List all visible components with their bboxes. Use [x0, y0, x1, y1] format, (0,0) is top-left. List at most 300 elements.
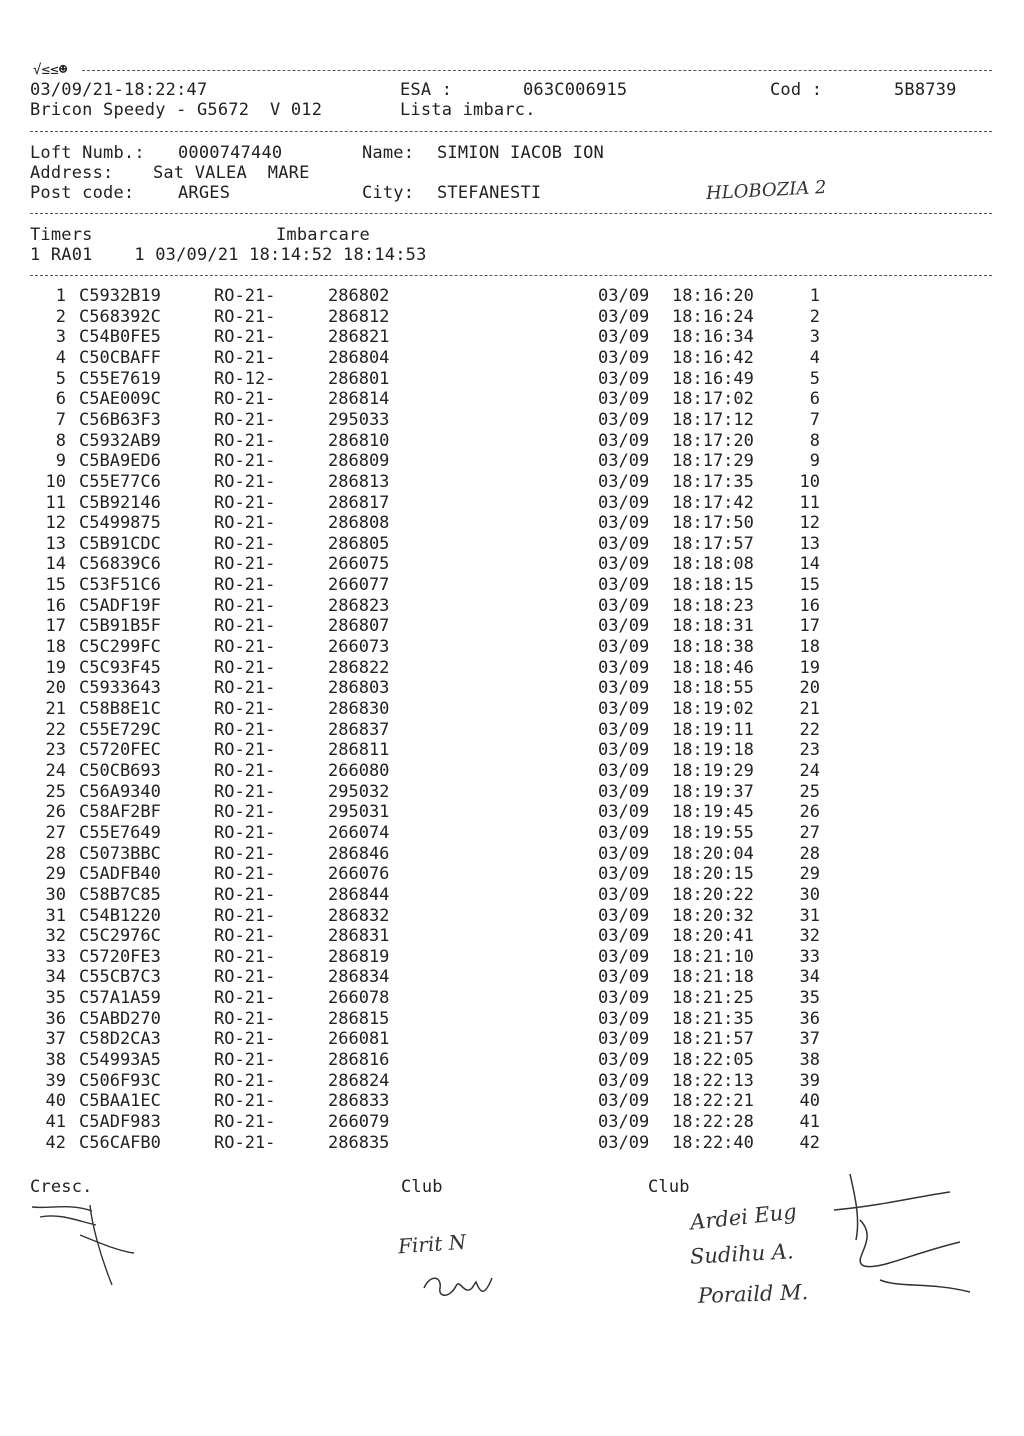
- chip-id: C55CB7C3: [79, 967, 161, 988]
- position: 24: [799, 760, 820, 781]
- row-number: 11: [45, 492, 66, 513]
- arrival-date: 03/09: [598, 430, 650, 451]
- ring-prefix: RO-21-: [214, 1112, 276, 1132]
- table-row: [0, 678, 1024, 699]
- arrival-time: 18:18:31: [672, 616, 754, 637]
- row-number: 40: [45, 1091, 66, 1112]
- position: 25: [799, 781, 820, 802]
- row-number: 12: [45, 513, 66, 534]
- ring-number: 295032: [328, 781, 390, 802]
- club-label-1: Club: [401, 1177, 443, 1197]
- position: 27: [799, 822, 820, 843]
- position: 8: [809, 430, 820, 451]
- row-number: 33: [45, 946, 66, 967]
- table-row: [0, 575, 1024, 596]
- city-label: City:: [362, 183, 415, 203]
- arrival-time: 18:20:22: [672, 884, 754, 905]
- chip-id: C56839C6: [79, 554, 161, 575]
- arrival-date: 03/09: [598, 513, 650, 534]
- position: 21: [799, 699, 820, 719]
- ring-number: 286810: [328, 430, 390, 451]
- arrival-time: 18:18:55: [672, 678, 754, 699]
- ring-prefix: RO-21-: [214, 946, 276, 967]
- position: 6: [809, 389, 820, 410]
- ring-number: 286831: [328, 926, 390, 947]
- table-row: [0, 823, 1024, 844]
- arrival-time: 18:19:29: [672, 760, 754, 781]
- ring-prefix: RO-21-: [214, 1132, 276, 1153]
- divider: [82, 70, 992, 71]
- table-row: [0, 554, 1024, 575]
- chip-id: C58B7C85: [79, 884, 161, 905]
- arrival-time: 18:17:29: [672, 451, 754, 472]
- arrival-date: 03/09: [598, 471, 650, 492]
- arrival-time: 18:18:46: [672, 657, 754, 678]
- chip-id: C5AE009C: [79, 389, 161, 410]
- chip-id: C5BAA1EC: [79, 1091, 161, 1112]
- ring-prefix: RO-21-: [214, 1091, 276, 1112]
- ring-prefix: RO-21-: [214, 430, 276, 451]
- ring-prefix: RO-21-: [214, 719, 276, 740]
- table-row: [0, 307, 1024, 328]
- ring-prefix: RO-21-: [214, 595, 276, 616]
- arrival-date: 03/09: [598, 533, 650, 554]
- arrival-time: 18:21:18: [672, 967, 754, 988]
- ring-number: 266079: [328, 1112, 390, 1132]
- arrival-date: 03/09: [598, 347, 650, 368]
- arrival-time: 18:19:02: [672, 699, 754, 719]
- row-number: 42: [45, 1132, 66, 1153]
- position: 11: [799, 492, 820, 513]
- row-number: 8: [55, 430, 66, 451]
- ring-prefix: RO-21-: [214, 1070, 276, 1091]
- ring-prefix: RO-21-: [214, 864, 276, 885]
- position: 30: [799, 884, 820, 905]
- table-row: [0, 472, 1024, 493]
- arrival-time: 18:22:13: [672, 1070, 754, 1091]
- arrival-date: 03/09: [598, 988, 650, 1009]
- ring-prefix: RO-21-: [214, 409, 276, 430]
- position: 33: [799, 946, 820, 967]
- cod-label: Cod :: [770, 80, 823, 100]
- chip-id: C506F93C: [79, 1070, 161, 1091]
- row-number: 38: [45, 1050, 66, 1071]
- table-row: [0, 802, 1024, 823]
- arrival-time: 18:17:42: [672, 492, 754, 513]
- position: 20: [799, 678, 820, 699]
- arrival-date: 03/09: [598, 1091, 650, 1112]
- arrival-date: 03/09: [598, 286, 650, 306]
- row-number: 9: [55, 451, 66, 472]
- club2-signature-text-3: Poraild M.: [697, 1280, 809, 1308]
- chip-id: C568392C: [79, 306, 161, 327]
- position: 32: [799, 926, 820, 947]
- arrival-time: 18:18:15: [672, 575, 754, 596]
- postcode-label: Post code:: [30, 183, 135, 203]
- chip-id: C5ABD270: [79, 1008, 161, 1029]
- esa-value: 063C006915: [523, 80, 628, 100]
- chip-id: C5ADFB40: [79, 864, 161, 885]
- ring-number: 266073: [328, 637, 390, 658]
- position: 2: [809, 306, 820, 327]
- chip-id: C5932AB9: [79, 430, 161, 451]
- arrival-time: 18:21:57: [672, 1029, 754, 1050]
- arrival-date: 03/09: [598, 1132, 650, 1153]
- table-row: [0, 1112, 1024, 1133]
- position: 13: [799, 533, 820, 554]
- ring-prefix: RO-21-: [214, 637, 276, 658]
- arrival-date: 03/09: [598, 1050, 650, 1071]
- chip-id: C5BA9ED6: [79, 451, 161, 472]
- row-number: 20: [45, 678, 66, 699]
- ring-prefix: RO-21-: [214, 347, 276, 368]
- arrival-time: 18:20:15: [672, 864, 754, 885]
- position: 39: [799, 1070, 820, 1091]
- arrival-time: 18:18:08: [672, 554, 754, 575]
- arrival-date: 03/09: [598, 905, 650, 926]
- row-number: 15: [45, 575, 66, 596]
- arrival-time: 18:17:02: [672, 389, 754, 410]
- position: 14: [799, 554, 820, 575]
- divider: [30, 213, 992, 214]
- row-number: 13: [45, 533, 66, 554]
- row-number: 4: [55, 347, 66, 368]
- arrival-time: 18:16:42: [672, 347, 754, 368]
- timer-row: 1 RA01 1 03/09/21 18:14:52 18:14:53: [30, 245, 427, 265]
- ring-prefix: RO-21-: [214, 513, 276, 534]
- arrival-time: 18:19:18: [672, 740, 754, 761]
- row-number: 18: [45, 637, 66, 658]
- arrival-date: 03/09: [598, 409, 650, 430]
- address-label: Address:: [30, 163, 114, 183]
- table-row: [0, 988, 1024, 1009]
- table-row: [0, 1050, 1024, 1071]
- divider: [30, 131, 992, 132]
- name-label: Name:: [362, 143, 415, 163]
- arrival-time: 18:17:50: [672, 513, 754, 534]
- arrival-date: 03/09: [598, 926, 650, 947]
- ring-number: 286809: [328, 451, 390, 472]
- arrival-date: 03/09: [598, 575, 650, 596]
- ring-number: 266076: [328, 864, 390, 885]
- arrival-time: 18:20:32: [672, 905, 754, 926]
- ring-number: 286823: [328, 595, 390, 616]
- ring-number: 286817: [328, 492, 390, 513]
- table-row: [0, 534, 1024, 555]
- position: 1: [809, 286, 820, 306]
- city-value: STEFANESTI: [437, 183, 542, 203]
- arrival-date: 03/09: [598, 389, 650, 410]
- chip-id: C57A1A59: [79, 988, 161, 1009]
- ring-number: 295031: [328, 802, 390, 823]
- ring-number: 286808: [328, 513, 390, 534]
- row-number: 10: [45, 471, 66, 492]
- club-label-2: Club: [648, 1177, 690, 1197]
- table-row: [0, 864, 1024, 885]
- arrival-date: 03/09: [598, 451, 650, 472]
- position: 40: [799, 1091, 820, 1112]
- ring-prefix: RO-21-: [214, 327, 276, 348]
- chip-id: C55E77C6: [79, 471, 161, 492]
- table-row: [0, 720, 1024, 741]
- table-row: [0, 1009, 1024, 1030]
- ring-number: 286835: [328, 1132, 390, 1153]
- table-row: [0, 637, 1024, 658]
- position: 36: [799, 1008, 820, 1029]
- arrival-time: 18:21:25: [672, 988, 754, 1009]
- chip-id: C5C93F45: [79, 657, 161, 678]
- position: 23: [799, 740, 820, 761]
- ring-number: 286837: [328, 719, 390, 740]
- position: 42: [799, 1132, 820, 1153]
- ring-prefix: RO-21-: [214, 389, 276, 410]
- arrival-time: 18:16:20: [672, 286, 754, 306]
- row-number: 31: [45, 905, 66, 926]
- arrival-time: 18:22:28: [672, 1112, 754, 1132]
- arrival-time: 18:17:12: [672, 409, 754, 430]
- chip-id: C5C299FC: [79, 637, 161, 658]
- ring-number: 286834: [328, 967, 390, 988]
- arrival-time: 18:19:37: [672, 781, 754, 802]
- ring-number: 286801: [328, 368, 390, 389]
- club2-signature-text-2: Sudihu A.: [689, 1239, 795, 1269]
- position: 34: [799, 967, 820, 988]
- arrival-time: 18:20:04: [672, 843, 754, 864]
- club2-signature: [820, 1170, 980, 1320]
- position: 35: [799, 988, 820, 1009]
- table-row: [0, 1071, 1024, 1092]
- loft-number: 0000747440: [178, 143, 283, 163]
- arrival-date: 03/09: [598, 740, 650, 761]
- divider: [30, 275, 992, 276]
- ring-number: 266075: [328, 554, 390, 575]
- chip-id: C5B92146: [79, 492, 161, 513]
- arrival-time: 18:16:24: [672, 306, 754, 327]
- arrival-time: 18:19:11: [672, 719, 754, 740]
- position: 22: [799, 719, 820, 740]
- chip-id: C53F51C6: [79, 575, 161, 596]
- arrival-date: 03/09: [598, 864, 650, 885]
- ring-number: 286816: [328, 1050, 390, 1071]
- ring-prefix: RO-21-: [214, 699, 276, 719]
- ring-prefix: RO-21-: [214, 988, 276, 1009]
- ring-prefix: RO-21-: [214, 822, 276, 843]
- chip-id: C58AF2BF: [79, 802, 161, 823]
- chip-id: C54B0FE5: [79, 327, 161, 348]
- chip-id: C5933643: [79, 678, 161, 699]
- row-number: 34: [45, 967, 66, 988]
- table-row: [0, 389, 1024, 410]
- chip-id: C5ADF19F: [79, 595, 161, 616]
- ring-prefix: RO-21-: [214, 451, 276, 472]
- arrival-date: 03/09: [598, 327, 650, 348]
- arrival-time: 18:17:20: [672, 430, 754, 451]
- club2-signature-text-1: Ardei Eug: [689, 1199, 798, 1235]
- ring-number: 266080: [328, 760, 390, 781]
- row-number: 2: [55, 306, 66, 327]
- position: 7: [809, 409, 820, 430]
- chip-id: C56CAFB0: [79, 1132, 161, 1153]
- postcode-value: ARGES: [178, 183, 231, 203]
- ring-number: 286814: [328, 389, 390, 410]
- ring-number: 286833: [328, 1091, 390, 1112]
- row-number: 35: [45, 988, 66, 1009]
- ring-prefix: RO-21-: [214, 1050, 276, 1071]
- ring-prefix: RO-21-: [214, 1029, 276, 1050]
- address-value: Sat VALEA MARE: [153, 163, 310, 183]
- row-number: 19: [45, 657, 66, 678]
- ring-number: 286804: [328, 347, 390, 368]
- table-row: [0, 493, 1024, 514]
- row-number: 25: [45, 781, 66, 802]
- ring-number: 286803: [328, 678, 390, 699]
- arrival-date: 03/09: [598, 1029, 650, 1050]
- ring-number: 286822: [328, 657, 390, 678]
- row-number: 22: [45, 719, 66, 740]
- position: 38: [799, 1050, 820, 1071]
- chip-id: C5720FEC: [79, 740, 161, 761]
- table-row: [0, 1091, 1024, 1112]
- loft-label: Loft Numb.:: [30, 143, 145, 163]
- position: 41: [799, 1112, 820, 1132]
- row-number: 1: [55, 286, 66, 306]
- ring-number: 286805: [328, 533, 390, 554]
- arrival-date: 03/09: [598, 616, 650, 637]
- arrival-time: 18:22:05: [672, 1050, 754, 1071]
- row-number: 27: [45, 822, 66, 843]
- ring-number: 266074: [328, 822, 390, 843]
- arrival-date: 03/09: [598, 368, 650, 389]
- arrival-time: 18:19:55: [672, 822, 754, 843]
- ring-number: 266078: [328, 988, 390, 1009]
- position: 10: [799, 471, 820, 492]
- arrival-time: 18:18:38: [672, 637, 754, 658]
- arrival-time: 18:17:35: [672, 471, 754, 492]
- table-row: [0, 761, 1024, 782]
- row-number: 37: [45, 1029, 66, 1050]
- arrival-date: 03/09: [598, 967, 650, 988]
- ring-number: 286824: [328, 1070, 390, 1091]
- ring-prefix: RO-21-: [214, 1008, 276, 1029]
- arrival-time: 18:19:45: [672, 802, 754, 823]
- table-row: [0, 451, 1024, 472]
- ring-prefix: RO-21-: [214, 740, 276, 761]
- ring-number: 286811: [328, 740, 390, 761]
- table-row: [0, 906, 1024, 927]
- row-number: 23: [45, 740, 66, 761]
- table-row: [0, 410, 1024, 431]
- device-name: Bricon Speedy - G5672 V 012: [30, 100, 323, 120]
- position: 9: [809, 451, 820, 472]
- table-row: [0, 1133, 1024, 1154]
- ring-number: 286812: [328, 306, 390, 327]
- chip-id: C56A9340: [79, 781, 161, 802]
- club1-signature: [420, 1268, 500, 1308]
- chip-id: C55E7619: [79, 368, 161, 389]
- ring-number: 286821: [328, 327, 390, 348]
- imbarcare-label: Imbarcare: [276, 225, 370, 245]
- table-row: [0, 740, 1024, 761]
- chip-id: C55E729C: [79, 719, 161, 740]
- chip-id: C54993A5: [79, 1050, 161, 1071]
- chip-id: C5C2976C: [79, 926, 161, 947]
- chip-id: C5499875: [79, 513, 161, 534]
- table-row: [0, 844, 1024, 865]
- ring-number: 286802: [328, 286, 390, 306]
- row-number: 29: [45, 864, 66, 885]
- ring-number: 286819: [328, 946, 390, 967]
- ring-prefix: RO-21-: [214, 492, 276, 513]
- ring-prefix: RO-21-: [214, 760, 276, 781]
- position: 37: [799, 1029, 820, 1050]
- row-number: 3: [55, 327, 66, 348]
- ring-prefix: RO-21-: [214, 843, 276, 864]
- position: 3: [809, 327, 820, 348]
- arrival-date: 03/09: [598, 678, 650, 699]
- ring-number: 266077: [328, 575, 390, 596]
- ring-number: 286844: [328, 884, 390, 905]
- table-row: [0, 782, 1024, 803]
- ring-prefix: RO-21-: [214, 926, 276, 947]
- row-number: 36: [45, 1008, 66, 1029]
- chip-id: C5073BBC: [79, 843, 161, 864]
- position: 19: [799, 657, 820, 678]
- top-mark: √≤≤☻: [33, 62, 68, 78]
- row-number: 5: [55, 368, 66, 389]
- owner-name: SIMION IACOB ION: [437, 143, 604, 163]
- arrival-time: 18:16:34: [672, 327, 754, 348]
- ring-prefix: RO-21-: [214, 781, 276, 802]
- chip-id: C56B63F3: [79, 409, 161, 430]
- chip-id: C54B1220: [79, 905, 161, 926]
- table-row: [0, 327, 1024, 348]
- ring-number: 286846: [328, 843, 390, 864]
- arrival-date: 03/09: [598, 719, 650, 740]
- position: 28: [799, 843, 820, 864]
- ring-prefix: RO-21-: [214, 471, 276, 492]
- row-number: 39: [45, 1070, 66, 1091]
- ring-prefix: RO-21-: [214, 884, 276, 905]
- ring-prefix: RO-21-: [214, 306, 276, 327]
- arrival-date: 03/09: [598, 1070, 650, 1091]
- arrival-date: 03/09: [598, 637, 650, 658]
- row-number: 6: [55, 389, 66, 410]
- ring-prefix: RO-21-: [214, 905, 276, 926]
- row-number: 32: [45, 926, 66, 947]
- arrival-date: 03/09: [598, 802, 650, 823]
- chip-id: C58D2CA3: [79, 1029, 161, 1050]
- table-row: [0, 513, 1024, 534]
- arrival-date: 03/09: [598, 822, 650, 843]
- arrival-time: 18:21:10: [672, 946, 754, 967]
- timers-label: Timers: [30, 225, 93, 245]
- arrival-date: 03/09: [598, 760, 650, 781]
- arrival-date: 03/09: [598, 554, 650, 575]
- arrival-date: 03/09: [598, 1008, 650, 1029]
- position: 29: [799, 864, 820, 885]
- arrival-time: 18:18:23: [672, 595, 754, 616]
- chip-id: C50CBAFF: [79, 347, 161, 368]
- ring-number: 286830: [328, 699, 390, 719]
- arrival-date: 03/09: [598, 306, 650, 327]
- ring-prefix: RO-21-: [214, 616, 276, 637]
- row-number: 17: [45, 616, 66, 637]
- row-number: 14: [45, 554, 66, 575]
- chip-id: C50CB693: [79, 760, 161, 781]
- row-number: 28: [45, 843, 66, 864]
- chip-id: C55E7649: [79, 822, 161, 843]
- ring-prefix: RO-21-: [214, 533, 276, 554]
